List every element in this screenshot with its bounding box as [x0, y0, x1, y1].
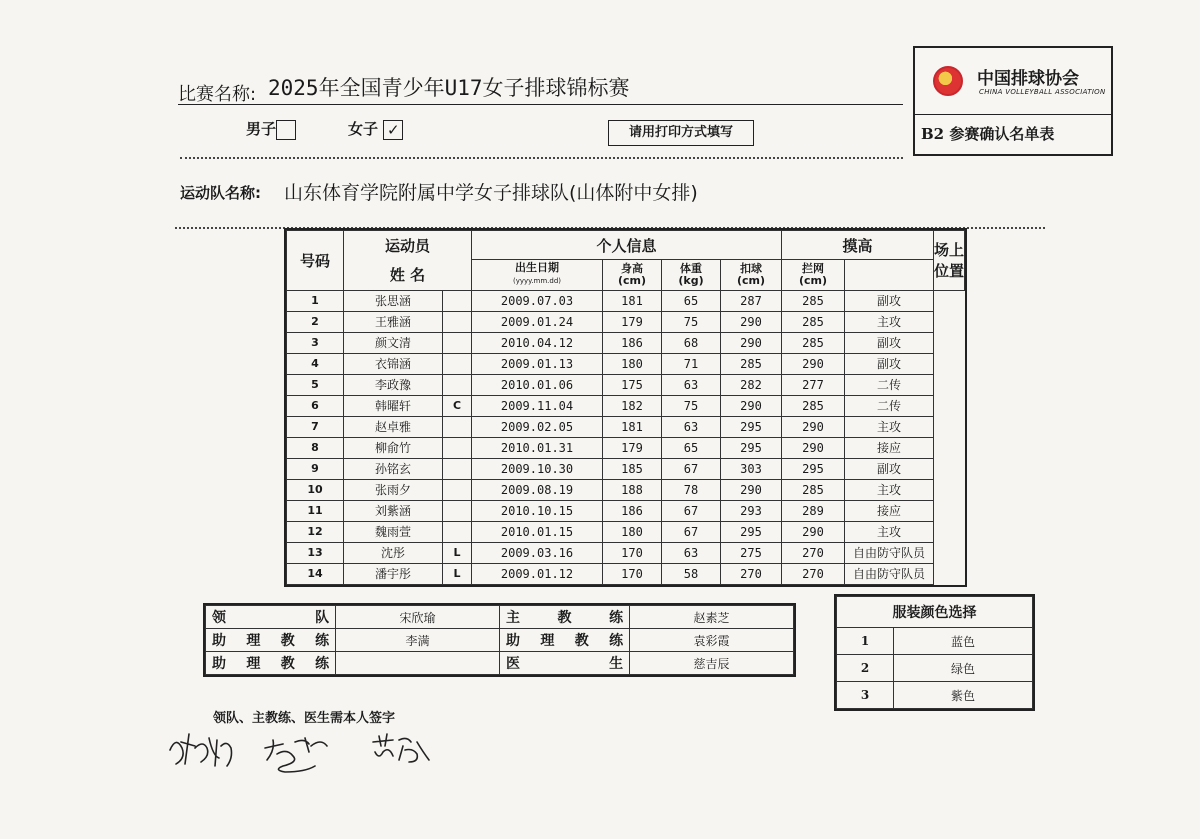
player-row — [287, 521, 965, 542]
roster-body — [287, 290, 965, 584]
header-reach: 摸高 — [782, 231, 934, 260]
player-role — [443, 374, 472, 395]
association-logo-box — [913, 46, 1113, 156]
player-height: 181 — [603, 416, 662, 437]
player-birth: 2010.01.06 — [472, 374, 603, 395]
player-name: 刘紫涵 — [344, 500, 443, 521]
player-weight: 75 — [662, 311, 721, 332]
header-spike-label: 扣球 — [740, 261, 762, 275]
header-position — [934, 231, 965, 291]
header-number: 号码 — [287, 231, 344, 291]
header-athlete-top: 运动员 — [384, 236, 430, 255]
uniform-index: 1 — [837, 628, 894, 655]
player-position: 副攻 — [845, 290, 934, 311]
player-row — [287, 479, 965, 500]
player-birth: 2009.01.24 — [472, 311, 603, 332]
player-name: 柳俞竹 — [344, 437, 443, 458]
uniform-row — [837, 655, 1033, 682]
player-number: 10 — [287, 479, 344, 500]
player-number: 3 — [287, 332, 344, 353]
player-weight: 68 — [662, 332, 721, 353]
team-name: 山东体育学院附属中学女子排球队(山体附中女排) — [284, 182, 698, 204]
player-name: 衣锦涵 — [344, 353, 443, 374]
player-row — [287, 563, 965, 584]
uniform-title: 服装颜色选择 — [837, 597, 1033, 628]
player-spike: 275 — [721, 542, 782, 563]
logo-divider — [915, 114, 1111, 115]
player-number: 6 — [287, 395, 344, 416]
player-birth: 2009.08.19 — [472, 479, 603, 500]
player-position: 二传 — [845, 374, 934, 395]
player-weight: 67 — [662, 458, 721, 479]
player-role — [443, 416, 472, 437]
player-role: L — [443, 542, 472, 563]
player-number: 9 — [287, 458, 344, 479]
player-row — [287, 437, 965, 458]
staff-body — [206, 606, 794, 675]
player-name: 赵卓雅 — [344, 416, 443, 437]
player-role — [443, 437, 472, 458]
staff-role — [499, 652, 629, 675]
header-block — [782, 260, 845, 291]
player-height: 179 — [603, 311, 662, 332]
player-spike: 290 — [721, 332, 782, 353]
player-weight: 78 — [662, 479, 721, 500]
header-spike-unit: (cm) — [736, 273, 766, 287]
player-role — [443, 458, 472, 479]
uniform-index: 2 — [837, 655, 894, 682]
staff-name: 赵素芝 — [630, 606, 794, 629]
player-spike: 290 — [721, 311, 782, 332]
player-block: 285 — [782, 290, 845, 311]
form-title: B2 参赛确认名单表 — [921, 125, 1055, 143]
player-birth: 2009.11.04 — [472, 395, 603, 416]
header-position-top: 场上 — [934, 241, 965, 260]
player-number: 7 — [287, 416, 344, 437]
header-birth — [472, 260, 603, 291]
player-block: 285 — [782, 395, 845, 416]
player-block: 289 — [782, 500, 845, 521]
player-number: 14 — [287, 563, 344, 584]
player-role: L — [443, 563, 472, 584]
gender-male — [246, 118, 296, 140]
player-position: 主攻 — [845, 311, 934, 332]
player-block: 270 — [782, 542, 845, 563]
player-block: 285 — [782, 311, 845, 332]
male-checkbox[interactable] — [276, 120, 296, 140]
player-position: 副攻 — [845, 353, 934, 374]
staff-role — [206, 629, 336, 652]
dotted-divider — [175, 227, 1045, 229]
staff-name: 李满 — [336, 629, 500, 652]
player-role — [443, 521, 472, 542]
player-name: 张思涵 — [344, 290, 443, 311]
player-spike: 287 — [721, 290, 782, 311]
header-spike — [721, 260, 782, 291]
volleyball-logo-icon — [933, 66, 963, 96]
player-block: 290 — [782, 521, 845, 542]
staff-name: 宋欣瑜 — [336, 606, 500, 629]
player-role — [443, 311, 472, 332]
gender-male-label: 男子 — [246, 120, 277, 138]
header-height-unit: (cm) — [617, 273, 647, 287]
player-row — [287, 542, 965, 563]
player-name: 张雨夕 — [344, 479, 443, 500]
staff-role — [206, 652, 336, 675]
player-spike: 290 — [721, 479, 782, 500]
player-row — [287, 416, 965, 437]
staff-row — [206, 652, 794, 675]
player-block: 290 — [782, 353, 845, 374]
uniform-index: 3 — [837, 682, 894, 709]
player-row — [287, 290, 965, 311]
handwritten-signatures — [165, 720, 465, 780]
signature-1 — [170, 734, 232, 766]
player-position: 主攻 — [845, 521, 934, 542]
uniform-color: 绿色 — [894, 655, 1033, 682]
player-weight: 58 — [662, 563, 721, 584]
player-spike: 270 — [721, 563, 782, 584]
player-birth: 2010.10.15 — [472, 500, 603, 521]
association-name-en: CHINA VOLLEYBALL ASSOCIATION — [979, 88, 1106, 96]
staff-name: 袁彩霞 — [630, 629, 794, 652]
player-number: 4 — [287, 353, 344, 374]
staff-role — [206, 606, 336, 629]
player-block: 290 — [782, 437, 845, 458]
uniform-color: 蓝色 — [894, 628, 1033, 655]
player-block: 285 — [782, 332, 845, 353]
staff-name — [336, 652, 500, 675]
player-role — [443, 500, 472, 521]
uniform-color-table — [836, 596, 1033, 709]
player-height: 186 — [603, 332, 662, 353]
player-number: 11 — [287, 500, 344, 521]
player-block: 285 — [782, 479, 845, 500]
player-weight: 63 — [662, 374, 721, 395]
staff-name: 慈吉辰 — [630, 652, 794, 675]
header-height-label: 身高 — [621, 261, 643, 275]
event-label: 比赛名称: — [178, 84, 257, 105]
player-height: 170 — [603, 542, 662, 563]
player-number: 8 — [287, 437, 344, 458]
player-weight: 63 — [662, 416, 721, 437]
header-block-label: 拦网 — [802, 261, 824, 275]
player-birth: 2009.10.30 — [472, 458, 603, 479]
player-row — [287, 500, 965, 521]
player-weight: 67 — [662, 500, 721, 521]
player-name: 潘宇彤 — [344, 563, 443, 584]
player-position: 主攻 — [845, 479, 934, 500]
signature-2 — [265, 738, 327, 772]
player-row — [287, 332, 965, 353]
player-name: 沈彤 — [344, 542, 443, 563]
player-spike: 295 — [721, 416, 782, 437]
staff-role-text: 助 理 教 练 — [505, 633, 624, 649]
player-weight: 75 — [662, 395, 721, 416]
staff-table — [205, 605, 794, 675]
player-role: C — [443, 395, 472, 416]
player-name: 颜文清 — [344, 332, 443, 353]
player-birth: 2009.01.12 — [472, 563, 603, 584]
player-birth: 2010.01.31 — [472, 437, 603, 458]
player-weight: 65 — [662, 290, 721, 311]
staff-role — [499, 606, 629, 629]
staff-role-text: 助 理 教 练 — [212, 656, 330, 672]
gender-female — [348, 118, 403, 140]
player-spike: 295 — [721, 521, 782, 542]
gender-female-label: 女子 — [348, 120, 379, 138]
player-position: 主攻 — [845, 416, 934, 437]
player-block: 270 — [782, 563, 845, 584]
dotted-divider — [180, 157, 903, 159]
signature-note: 领队、主教练、医生需本人签字 — [213, 711, 396, 726]
player-role — [443, 353, 472, 374]
player-position: 自由防守队员 — [845, 542, 934, 563]
player-position: 二传 — [845, 395, 934, 416]
player-row — [287, 311, 965, 332]
player-height: 182 — [603, 395, 662, 416]
player-number: 13 — [287, 542, 344, 563]
player-height: 185 — [603, 458, 662, 479]
player-name: 魏雨萱 — [344, 521, 443, 542]
staff-role-text: 主 教 练 — [505, 610, 624, 626]
player-role — [443, 332, 472, 353]
player-row — [287, 374, 965, 395]
player-number: 12 — [287, 521, 344, 542]
player-height: 180 — [603, 521, 662, 542]
player-spike: 293 — [721, 500, 782, 521]
roster-table — [286, 230, 965, 585]
print-instruction: 请用打印方式填写 — [608, 120, 754, 146]
player-weight: 65 — [662, 437, 721, 458]
staff-role-text: 领 队 — [212, 610, 330, 626]
staff-row — [206, 629, 794, 652]
staff-role — [499, 629, 629, 652]
player-height: 170 — [603, 563, 662, 584]
header-weight-unit: (kg) — [678, 273, 704, 287]
player-height: 181 — [603, 290, 662, 311]
player-name: 李政豫 — [344, 374, 443, 395]
header-athlete — [344, 231, 472, 260]
player-height: 179 — [603, 437, 662, 458]
header-birth-label: 出生日期 — [515, 261, 559, 275]
header-weight-label: 体重 — [680, 261, 702, 275]
association-name: 中国排球协会 — [977, 69, 1079, 89]
player-height: 186 — [603, 500, 662, 521]
player-birth: 2009.02.05 — [472, 416, 603, 437]
player-block: 290 — [782, 416, 845, 437]
player-position: 接应 — [845, 500, 934, 521]
player-birth: 2009.07.03 — [472, 290, 603, 311]
player-spike: 282 — [721, 374, 782, 395]
player-spike: 285 — [721, 353, 782, 374]
header-personal-info: 个人信息 — [472, 231, 782, 260]
player-height: 180 — [603, 353, 662, 374]
uniform-row — [837, 628, 1033, 655]
player-position: 自由防守队员 — [845, 563, 934, 584]
female-checkbox[interactable]: ✓ — [383, 120, 403, 140]
header-position-bottom: 位置 — [934, 262, 965, 281]
uniform-color: 紫色 — [894, 682, 1033, 709]
staff-role-text: 助 理 教 练 — [212, 633, 330, 649]
player-role — [443, 290, 472, 311]
header-block-unit: (cm) — [798, 273, 828, 287]
player-row — [287, 353, 965, 374]
player-position: 接应 — [845, 437, 934, 458]
uniform-row — [837, 682, 1033, 709]
header-height — [603, 260, 662, 291]
player-number: 2 — [287, 311, 344, 332]
player-role — [443, 479, 472, 500]
header-athlete-name: 姓 名 — [344, 260, 472, 291]
player-row — [287, 395, 965, 416]
player-weight: 67 — [662, 521, 721, 542]
staff-role-text: 医 生 — [505, 656, 624, 672]
player-number: 1 — [287, 290, 344, 311]
signature-3 — [373, 734, 429, 762]
player-birth: 2009.03.16 — [472, 542, 603, 563]
staff-row — [206, 606, 794, 629]
player-height: 175 — [603, 374, 662, 395]
player-spike: 295 — [721, 437, 782, 458]
player-name: 王雅涵 — [344, 311, 443, 332]
uniform-body — [837, 628, 1033, 709]
player-weight: 63 — [662, 542, 721, 563]
player-number: 5 — [287, 374, 344, 395]
team-label: 运动队名称: — [180, 184, 261, 202]
player-spike: 303 — [721, 458, 782, 479]
header-weight — [662, 260, 721, 291]
player-position: 副攻 — [845, 458, 934, 479]
header-birth-format: (yyyy.mm.dd) — [512, 277, 561, 286]
player-name: 韩曜轩 — [344, 395, 443, 416]
player-name: 孙铭玄 — [344, 458, 443, 479]
player-height: 188 — [603, 479, 662, 500]
player-birth: 2009.01.13 — [472, 353, 603, 374]
player-birth: 2010.04.12 — [472, 332, 603, 353]
player-position: 副攻 — [845, 332, 934, 353]
player-row — [287, 458, 965, 479]
event-name: 2025年全国青少年U17女子排球锦标赛 — [268, 76, 630, 100]
player-block: 277 — [782, 374, 845, 395]
player-birth: 2010.01.15 — [472, 521, 603, 542]
player-weight: 71 — [662, 353, 721, 374]
player-spike: 290 — [721, 395, 782, 416]
player-block: 295 — [782, 458, 845, 479]
